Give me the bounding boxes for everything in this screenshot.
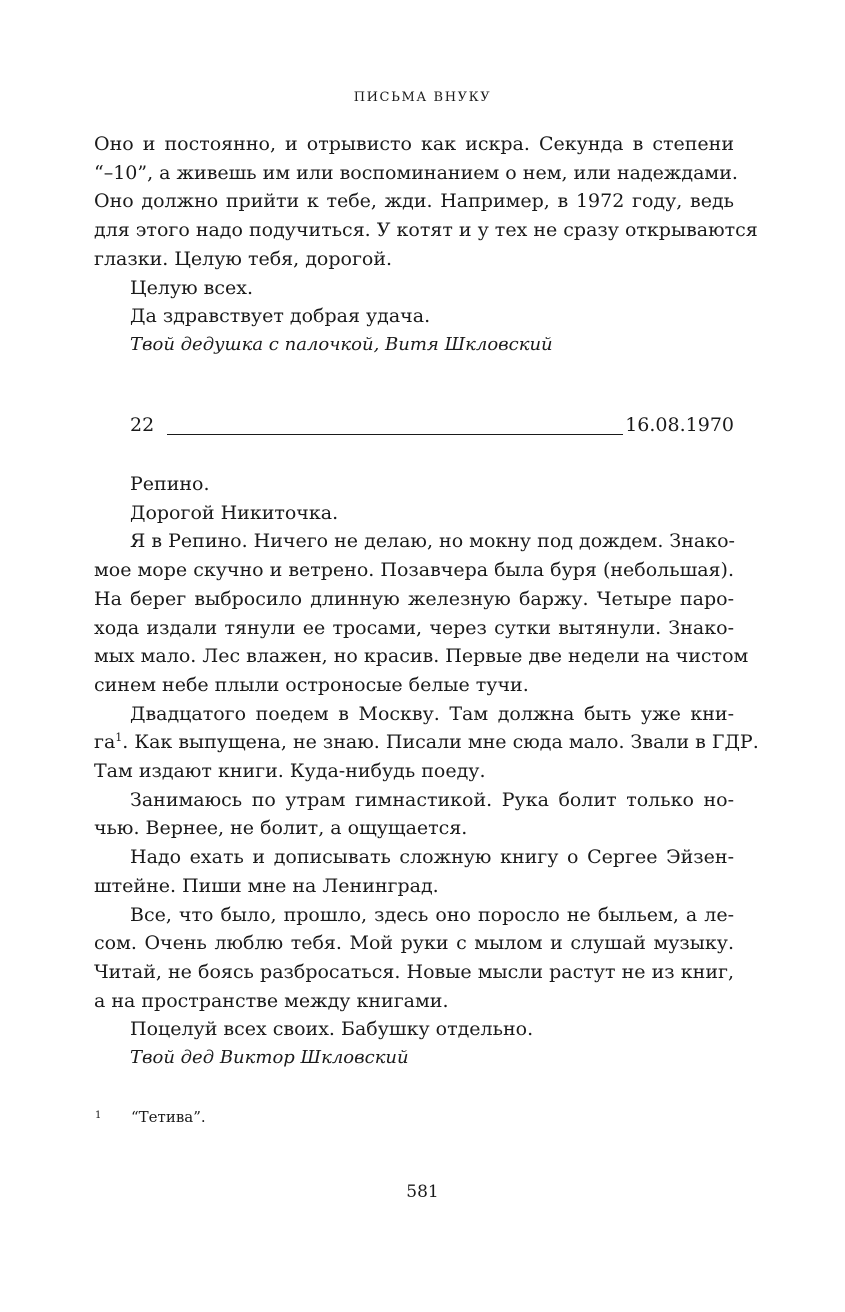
letter-greeting: Дорогой Никиточка. — [130, 501, 339, 524]
first-letter-ending — [94, 130, 758, 360]
closing-line: Да здравствует добрая удача. — [130, 305, 431, 328]
text-line: Двадцатого поедем в Москву. Там должна быть уже кни- — [130, 702, 734, 725]
footnote-mark: 1 — [95, 1110, 102, 1121]
paragraph-4 — [94, 843, 734, 900]
letter-number: 22 — [130, 414, 155, 436]
text-line: Надо ехать и дописывать сложную книгу о Сергее Эйзен- — [130, 846, 734, 869]
closing-line: Поцелуй всех своих. Бабушку отдельно. — [130, 1018, 534, 1041]
text-line: штейне. Пиши мне на Ленинград. — [94, 874, 439, 897]
letter-22-body — [94, 470, 759, 1073]
text-fragment: га — [94, 731, 116, 754]
text-line: хода издали тянули ее тросами, через сутки вытянули. Знако- — [94, 616, 734, 639]
text-line: Занимаюсь по утрам гимнастикой. Рука болит только но- — [130, 788, 734, 811]
header-rule — [167, 434, 623, 435]
text-line — [94, 728, 759, 757]
paragraph-3 — [94, 786, 734, 843]
text-line: Все, что было, прошло, здесь оно поросло не быльем, а ле- — [130, 903, 734, 926]
first-letter-paragraph — [94, 130, 758, 274]
running-head: ПИСЬМА ВНУКУ — [353, 90, 492, 105]
text-line: мых мало. Лес влажен, но красив. Первые две недели на чистом — [94, 645, 749, 668]
text-line: глазки. Целую тебя, дорогой. — [94, 247, 393, 270]
text-fragment: . Как выпущена, не знаю. Писали мне сюда мало. Звали в ГДР. — [122, 731, 759, 754]
text-line: для этого надо подучиться. У котят и у тех не сразу открываются — [94, 219, 758, 242]
text-line: “–10”, а живешь им или воспоминанием о нем, или надеждами. — [94, 161, 738, 184]
text-line: Читай, не боясь разбросаться. Новые мысли растут не из книг, — [94, 960, 734, 983]
signature: Твой дед Виктор Шкловский — [130, 1047, 409, 1069]
footnote-text: “Тетива”. — [131, 1108, 206, 1126]
text-line: Оно и постоянно, и отрывисто как искра. Секунда в степени — [94, 133, 734, 155]
text-line: синем небе плыли остроносые белые тучи. — [94, 673, 529, 696]
letter-date: 16.08.1970 — [625, 414, 734, 436]
paragraph-1 — [94, 527, 749, 699]
text-line: мое море скучно и ветрено. Позавчера была буря (небольшая). — [94, 559, 734, 582]
text-line: а на пространстве между книгами. — [94, 989, 449, 1012]
paragraph-2 — [94, 700, 759, 786]
signature: Твой дедушка с палочкой, Витя Шкловский — [130, 333, 553, 355]
footnote-reference: 1 — [115, 731, 123, 745]
text-line: сом. Очень люблю тебя. Мой руки с мылом и слушай музыку. — [94, 932, 734, 955]
text-line: Я в Репино. Ничего не делаю, но мокну под дождем. Знако- — [130, 530, 735, 553]
closing-line: Целую всех. — [130, 276, 253, 299]
letter-header — [130, 414, 734, 444]
text-line: Там издают книги. Куда-нибудь поеду. — [94, 760, 486, 783]
page-number: 581 — [406, 1182, 439, 1202]
text-line: На берег выбросило длинную железную баржу. Четыре паро- — [94, 587, 734, 610]
text-line: Оно должно прийти к тебе, жди. Например, в 1972 году, ведь — [94, 190, 734, 213]
letter-place: Репино. — [130, 473, 210, 495]
text-line: чью. Вернее, не болит, а ощущается. — [94, 817, 468, 840]
paragraph-5 — [94, 901, 734, 1016]
